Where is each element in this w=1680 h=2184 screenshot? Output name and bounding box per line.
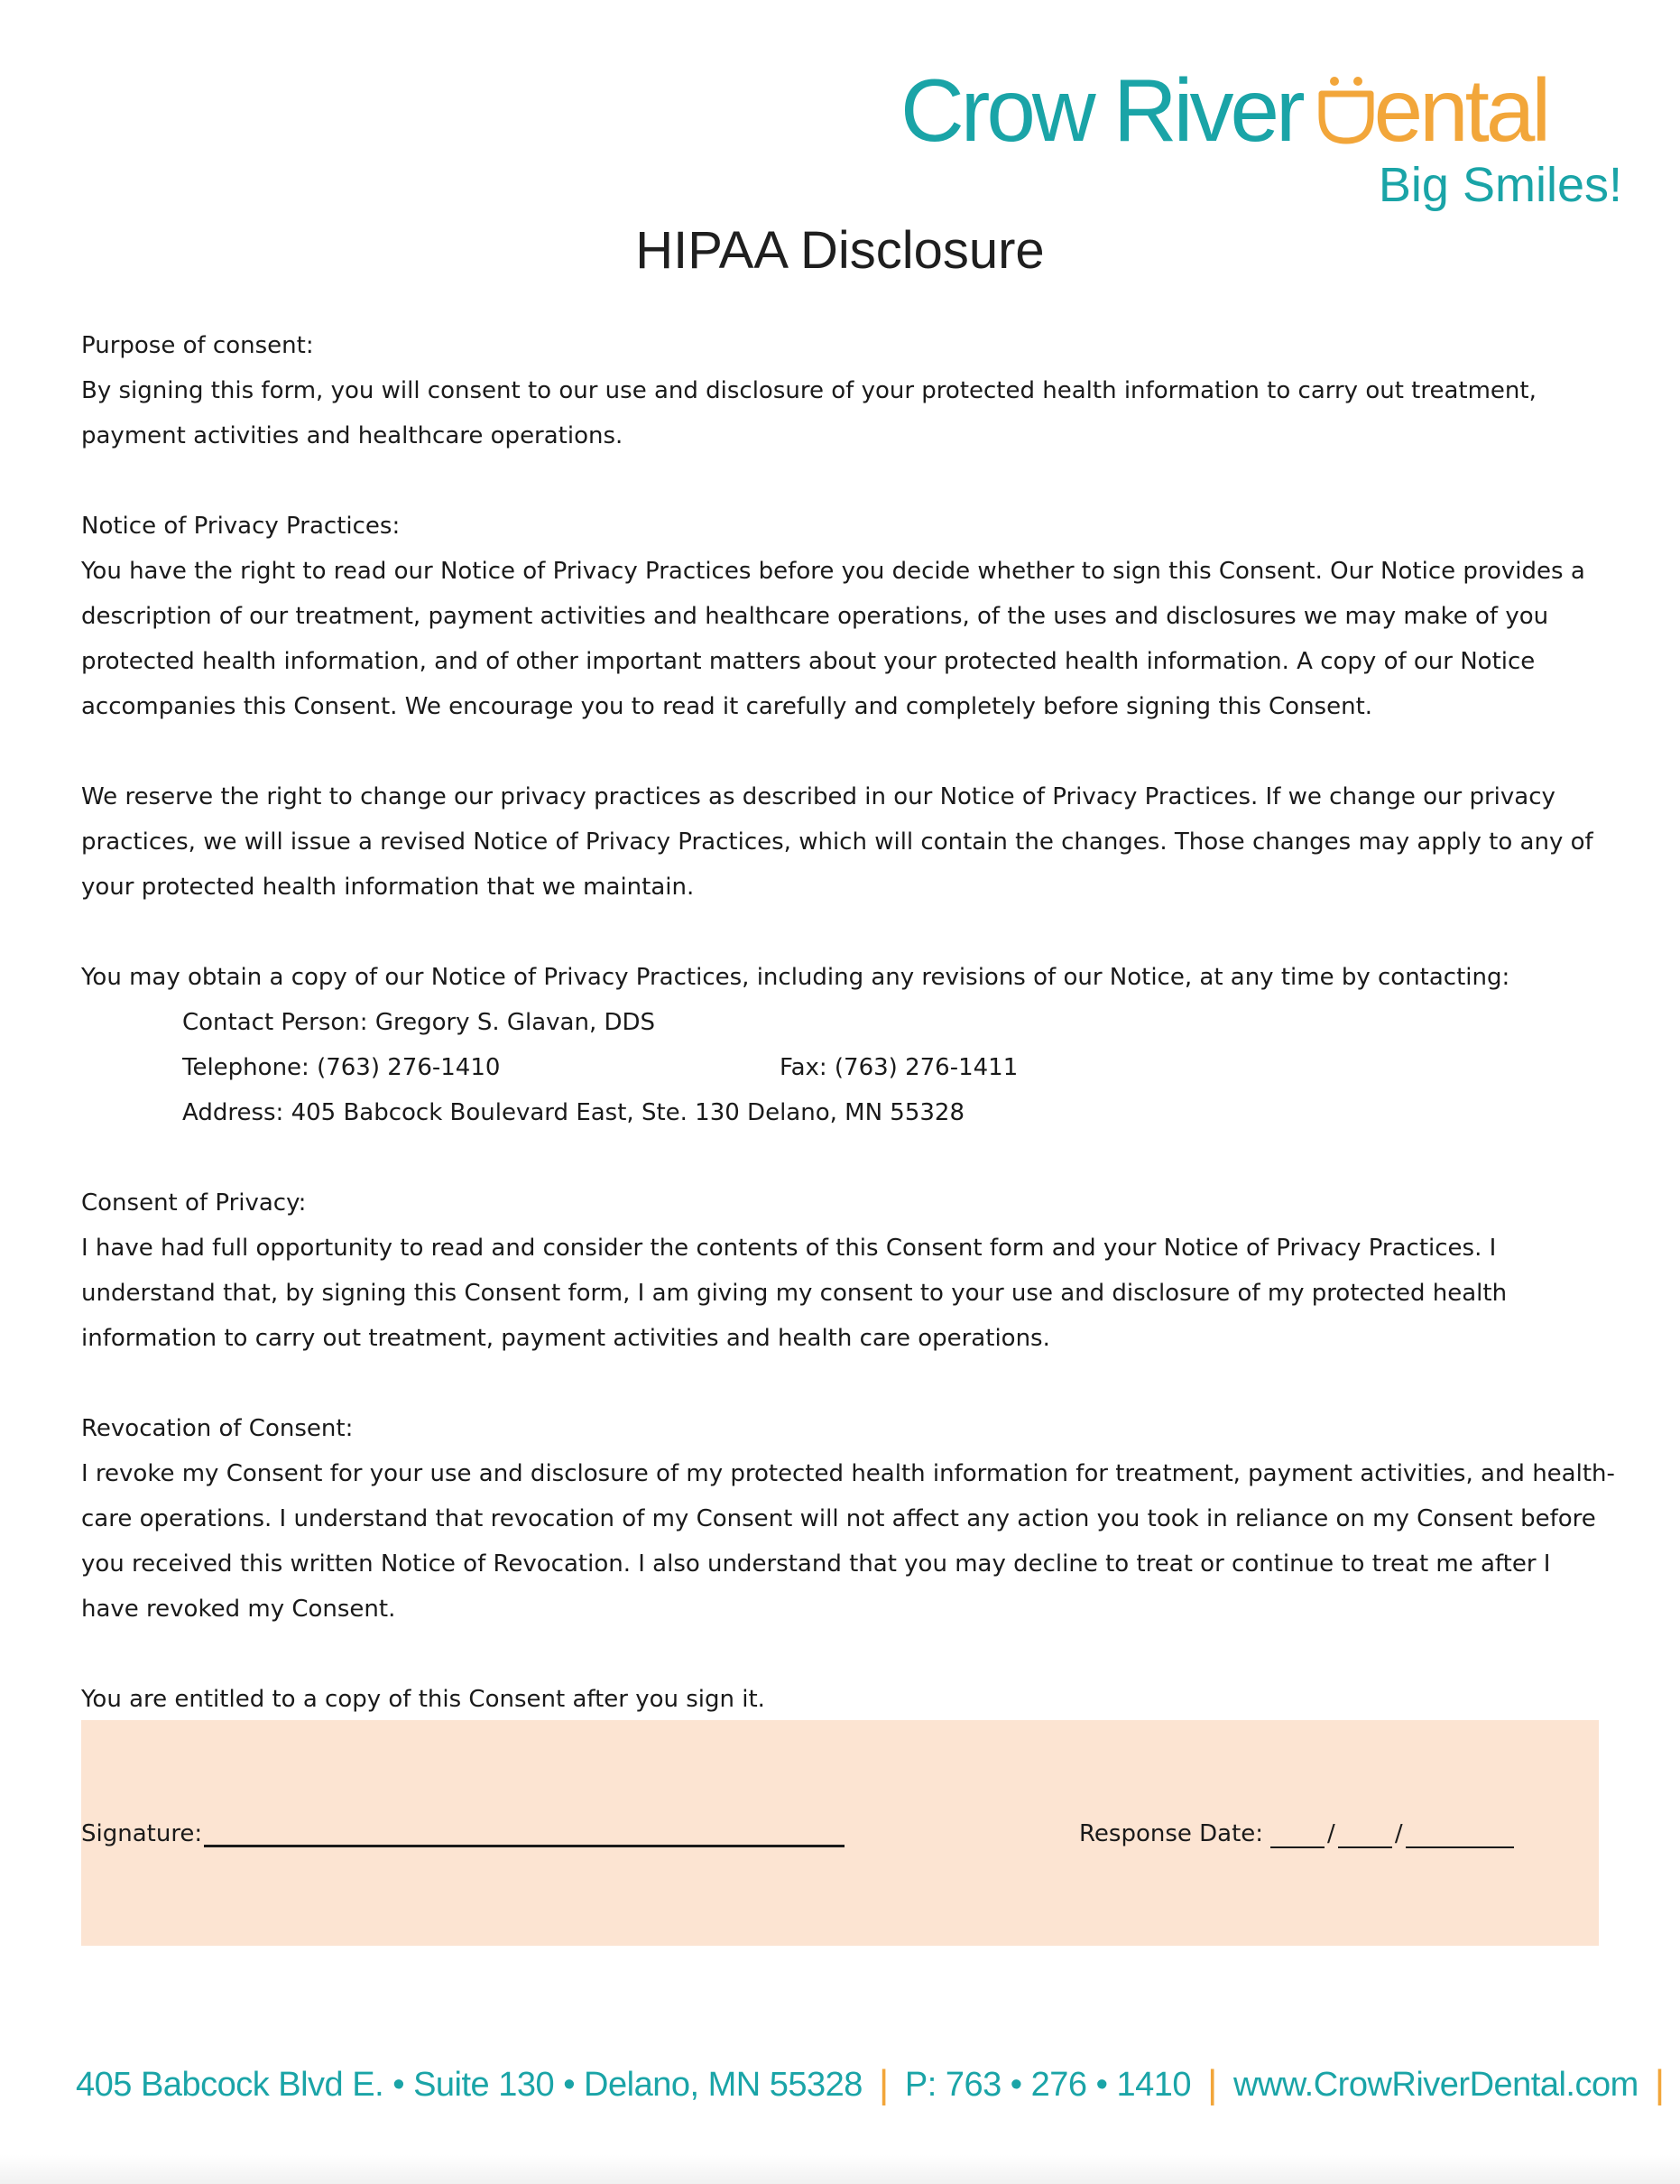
obtain-text: You may obtain a copy of our Notice of Privacy Practices, including any revisions of our Notice, at any time by contacting: <box>81 964 1510 991</box>
footer <box>76 2058 1665 2112</box>
date-separator: / <box>1394 1820 1403 1847</box>
response-date-label: Response Date: <box>1079 1820 1264 1847</box>
notice-text: You have the right to read our Notice of Privacy Practices before you decide whether to sign this Consent. Our Notice provides a description of our treatment, payment activities and healthcare operations, of the uses and disclosures we may make of you protected health information, and of other important matters about your protected health information. A copy of our Notice accompanies this Consent. We encourage you to read it carefully and completely before signing this Consent. <box>81 558 1585 720</box>
date-day-blank[interactable] <box>1338 1819 1392 1848</box>
contact-phone-fax-row <box>81 1045 1615 1090</box>
reserve-text: We reserve the right to change our privacy practices as described in our Notice of Privacy Practices. If we change our privacy practices, we will issue a revised Notice of Privacy Practices, which will contain the changes. Those changes may apply to any of your protected health information that we maintain. <box>81 783 1593 901</box>
page-edge-shadow <box>0 2155 1680 2184</box>
footer-phone: P: 763 • 276 • 1410 <box>904 2065 1191 2104</box>
entitled-text: You are entitled to a copy of this Consent after you sign it. <box>81 1686 765 1713</box>
date-separator: / <box>1327 1820 1335 1847</box>
revocation-text: I revoke my Consent for your use and disclosure of my protected health information for treatment, payment activities, and health-care operations. I understand that revocation of my Consent will not affect any action you took in reliance on my Consent before you received this written Notice of Revocation. I also understand that you may decline to treat or continue to treat me after I have revoked my Consent. <box>81 1460 1615 1623</box>
footer-separator: | <box>1207 2062 1217 2106</box>
signature-section <box>81 1720 1599 1946</box>
date-year-blank[interactable] <box>1406 1819 1514 1848</box>
footer-separator: | <box>878 2062 889 2106</box>
logo-wordmark <box>900 61 1547 159</box>
document-body <box>81 323 1615 1722</box>
purpose-text: By signing this form, you will consent to our use and disclosure of your protected health information to carry out treatment, payment activities and healthcare operations. <box>81 377 1537 449</box>
contact-address: Address: 405 Babcock Boulevard East, Ste. 130 Delano, MN 55328 <box>182 1099 965 1126</box>
logo-tagline: Big Smiles! <box>1378 158 1622 212</box>
notice-heading: Notice of Privacy Practices: <box>81 513 401 540</box>
logo-name-crow-river: Crow River <box>900 60 1302 160</box>
footer-website[interactable]: www.CrowRiverDental.com <box>1232 2065 1638 2104</box>
consent-text: I have had full opportunity to read and consider the contents of this Consent form and your Notice of Privacy Practices. I understand that, by signing this Consent form, I am giving my consent to your use and disclosure of my protected health information to carry out treatment, payment activities and health care operations. <box>81 1235 1508 1352</box>
signature-line[interactable] <box>204 1845 845 1847</box>
contact-fax: Fax: (763) 276-1411 <box>780 1054 1019 1081</box>
purpose-heading: Purpose of consent: <box>81 332 314 359</box>
practice-logo <box>900 61 1622 224</box>
consent-heading: Consent of Privacy: <box>81 1189 307 1217</box>
date-month-blank[interactable] <box>1270 1819 1325 1848</box>
response-date-group <box>1079 1816 1514 1852</box>
logo-name-dental <box>1318 60 1548 160</box>
footer-separator: | <box>1654 2062 1665 2106</box>
page-title: HIPAA Disclosure <box>635 221 1045 280</box>
logo-name-ental: ental <box>1373 60 1548 160</box>
contact-person: Contact Person: Gregory S. Glavan, DDS <box>182 1009 656 1036</box>
revocation-heading: Revocation of Consent: <box>81 1415 354 1442</box>
footer-address: 405 Babcock Blvd E. • Suite 130 • Delano, MN 55328 <box>76 2065 863 2104</box>
signature-label: Signature: <box>81 1820 203 1847</box>
contact-telephone: Telephone: (763) 276-1410 <box>182 1054 501 1081</box>
